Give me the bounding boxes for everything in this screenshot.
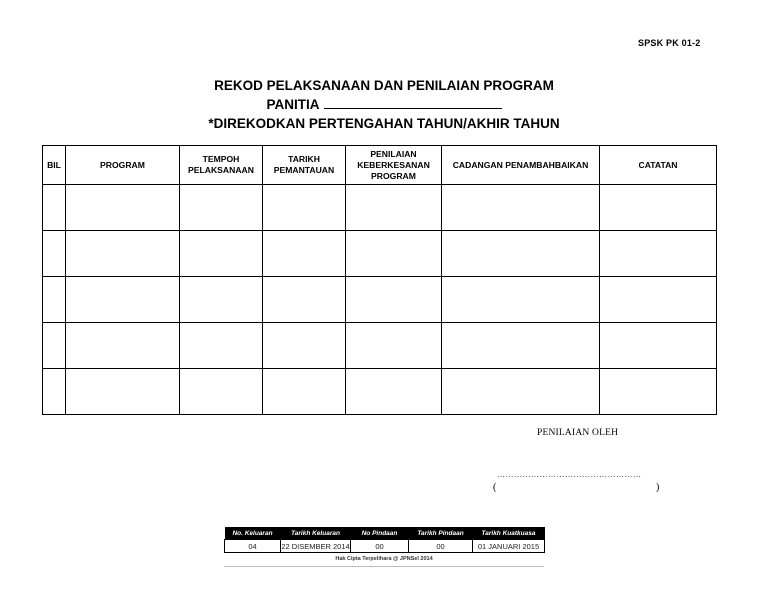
doc-control-header: No Pindaan <box>351 527 409 540</box>
name-open-paren: ( <box>493 482 497 493</box>
table-cell[interactable] <box>346 277 442 323</box>
table-cell[interactable] <box>43 369 66 415</box>
table-cell[interactable] <box>442 277 600 323</box>
table-cell[interactable] <box>66 185 180 231</box>
table-cell[interactable] <box>43 185 66 231</box>
table-cell[interactable] <box>263 369 346 415</box>
table-cell[interactable] <box>600 369 717 415</box>
panitia-line <box>0 95 768 114</box>
doc-control-value: 00 <box>351 540 409 553</box>
col-header-cadangan: CADANGAN PENAMBAHBAIKAN <box>442 146 600 185</box>
table-cell[interactable] <box>43 277 66 323</box>
document-control-table <box>224 527 545 553</box>
col-header-bil: BIL <box>43 146 66 185</box>
panitia-label: PANITIA <box>266 97 320 112</box>
table-cell[interactable] <box>442 369 600 415</box>
signature-line[interactable]: …………………………………………… <box>497 470 642 479</box>
copyright-notice: Hak Cipta Terpelihara @ JPNSel 2014 <box>335 556 433 562</box>
table-cell[interactable] <box>43 323 66 369</box>
doc-control-value: 01 JANUARI 2015 <box>473 540 545 553</box>
table-cell[interactable] <box>263 231 346 277</box>
record-period-note: *DIREKODKAN PERTENGAHAN TAHUN/AKHIR TAHUN <box>208 116 560 131</box>
col-header-penilaian: PENILAIAN KEBERKESANAN PROGRAM <box>346 146 442 185</box>
doc-control-header-row <box>225 527 545 540</box>
name-close-paren: ) <box>656 482 660 493</box>
record-table <box>42 145 717 415</box>
doc-control-header: Tarikh Kuatkuasa <box>473 527 545 540</box>
doc-control-header: Tarikh Pindaan <box>409 527 473 540</box>
table-cell[interactable] <box>442 231 600 277</box>
table-cell[interactable] <box>180 277 263 323</box>
table-cell[interactable] <box>442 323 600 369</box>
table-cell[interactable] <box>263 277 346 323</box>
table-row <box>43 277 717 323</box>
footer-divider <box>224 566 544 567</box>
form-title: REKOD PELAKSANAAN DAN PENILAIAN PROGRAM <box>214 78 554 93</box>
table-cell[interactable] <box>600 231 717 277</box>
doc-control-header: No. Keluaran <box>225 527 281 540</box>
table-cell[interactable] <box>442 185 600 231</box>
table-cell[interactable] <box>346 369 442 415</box>
table-header-row <box>43 146 717 185</box>
table-cell[interactable] <box>66 369 180 415</box>
panitia-blank[interactable] <box>324 96 502 109</box>
form-title-block <box>0 76 768 133</box>
table-cell[interactable] <box>180 185 263 231</box>
assessed-by-label: PENILAIAN OLEH <box>537 428 619 438</box>
table-row <box>43 231 717 277</box>
col-header-tempoh: TEMPOH PELAKSANAAN <box>180 146 263 185</box>
doc-control-value: 04 <box>225 540 281 553</box>
table-cell[interactable] <box>66 231 180 277</box>
col-header-catatan: CATATAN <box>600 146 717 185</box>
table-cell[interactable] <box>180 231 263 277</box>
table-cell[interactable] <box>263 323 346 369</box>
table-row <box>43 185 717 231</box>
form-code: SPSK PK 01-2 <box>638 38 701 48</box>
table-cell[interactable] <box>180 369 263 415</box>
table-cell[interactable] <box>263 185 346 231</box>
table-cell[interactable] <box>600 323 717 369</box>
table-row <box>43 369 717 415</box>
table-cell[interactable] <box>346 231 442 277</box>
table-cell[interactable] <box>346 323 442 369</box>
table-row <box>43 323 717 369</box>
table-cell[interactable] <box>66 323 180 369</box>
doc-control-value: 00 <box>409 540 473 553</box>
table-cell[interactable] <box>43 231 66 277</box>
col-header-tarikh: TARIKH PEMANTAUAN <box>263 146 346 185</box>
col-header-program: PROGRAM <box>66 146 180 185</box>
doc-control-value-row <box>225 540 545 553</box>
table-cell[interactable] <box>346 185 442 231</box>
doc-control-header: Tarikh Keluaran <box>281 527 351 540</box>
doc-control-value: 22 DISEMBER 2014 <box>281 541 350 551</box>
table-cell[interactable] <box>180 323 263 369</box>
table-cell[interactable] <box>66 277 180 323</box>
table-cell[interactable] <box>600 277 717 323</box>
table-cell[interactable] <box>600 185 717 231</box>
